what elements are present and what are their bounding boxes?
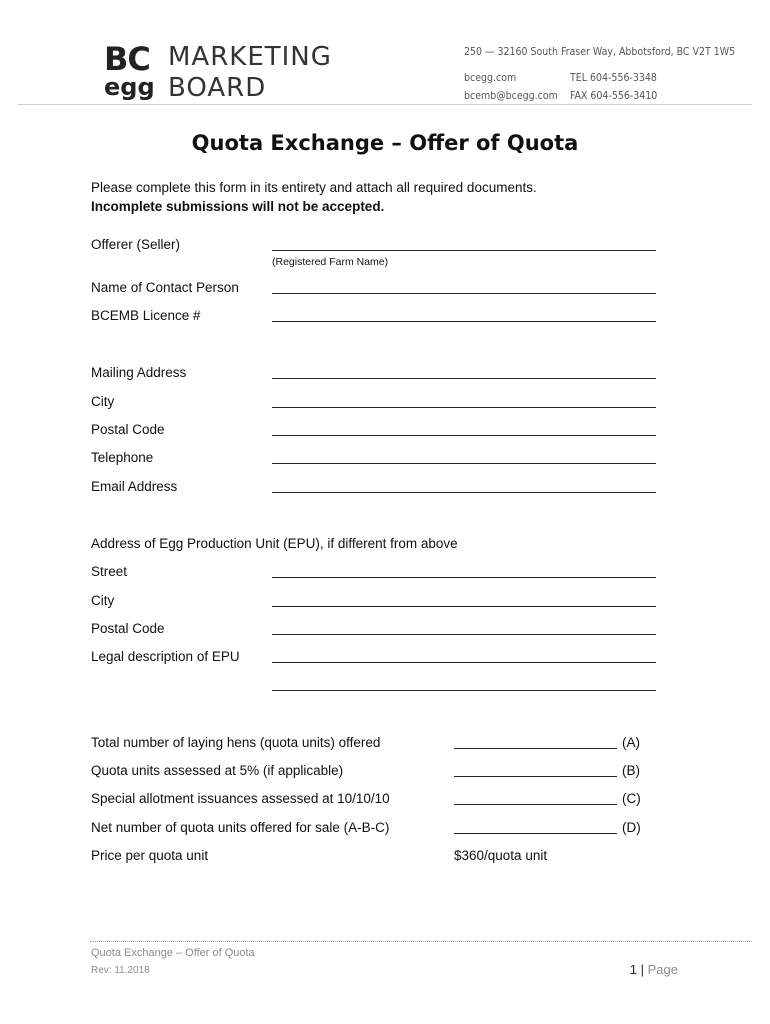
email-field[interactable]	[272, 492, 656, 493]
epu-legal-label: Legal description of EPU	[91, 649, 240, 664]
epu-city-label: City	[91, 593, 115, 608]
brand-name	[168, 42, 332, 104]
mailing-address-field[interactable]	[272, 378, 656, 379]
contact-person-label: Name of Contact Person	[91, 280, 239, 295]
licence-field[interactable]	[272, 321, 656, 322]
header-divider	[18, 104, 752, 105]
offerer-field[interactable]	[272, 250, 656, 251]
footer-page-indicator	[630, 962, 678, 977]
brand-line-2: BOARD	[168, 73, 267, 103]
price-value: $360/quota unit	[454, 848, 548, 863]
header-address: 250 — 32160 South Fraser Way, Abbotsford, BC V2T 1W5	[464, 46, 736, 58]
price-label: Price per quota unit	[91, 848, 209, 863]
epu-legal-field-2[interactable]	[272, 690, 656, 691]
logo-bc-text: BC	[104, 40, 150, 78]
logo-egg-text: egg	[104, 73, 155, 101]
epu-legal-field-1[interactable]	[272, 662, 656, 663]
telephone-label: Telephone	[91, 450, 154, 465]
brand-line-1: MARKETING	[168, 42, 332, 72]
footer-revision: Rev: 11.2018	[91, 965, 150, 976]
bc-egg-logo	[104, 40, 160, 104]
footer-divider	[90, 941, 752, 942]
page-word: Page	[647, 962, 678, 977]
quota-c-label: Special allotment issuances assessed at 10/10/10	[91, 791, 390, 806]
quota-a-field[interactable]	[454, 748, 617, 749]
quota-c-field[interactable]	[454, 804, 617, 805]
intro-warning: Incomplete submissions will not be accepted.	[91, 199, 385, 214]
telephone-field[interactable]	[272, 463, 656, 464]
footer-doc-title: Quota Exchange – Offer of Quota	[91, 947, 255, 959]
offerer-sublabel: (Registered Farm Name)	[272, 256, 389, 268]
header-fax: FAX 604-556-3410	[570, 90, 658, 102]
intro-instructions: Please complete this form in its entirety and attach all required documents.	[91, 180, 537, 195]
header-email: bcemb@bcegg.com	[464, 90, 558, 102]
quota-b-tag: (B)	[622, 763, 640, 778]
epu-heading: Address of Egg Production Unit (EPU), if different from above	[91, 536, 458, 551]
mailing-postal-field[interactable]	[272, 435, 656, 436]
quota-b-field[interactable]	[454, 776, 617, 777]
quota-a-label: Total number of laying hens (quota units) offered	[91, 735, 381, 750]
mailing-address-label: Mailing Address	[91, 365, 187, 380]
epu-postal-field[interactable]	[272, 634, 656, 635]
contact-person-field[interactable]	[272, 293, 656, 294]
header-website: bcegg.com	[464, 72, 517, 84]
quota-d-field[interactable]	[454, 833, 617, 834]
page-separator: |	[640, 962, 644, 977]
mailing-city-label: City	[91, 394, 115, 409]
epu-postal-label: Postal Code	[91, 621, 165, 636]
mailing-postal-label: Postal Code	[91, 422, 165, 437]
header-tel: TEL 604-556-3348	[570, 72, 657, 84]
epu-street-field[interactable]	[272, 577, 656, 578]
page-number: 1	[629, 962, 637, 977]
epu-street-label: Street	[91, 564, 128, 579]
page-title: Quota Exchange – Offer of Quota	[191, 131, 579, 155]
licence-label: BCEMB Licence #	[91, 308, 201, 323]
quota-b-label: Quota units assessed at 5% (if applicable)	[91, 763, 344, 778]
offerer-label: Offerer (Seller)	[91, 237, 181, 252]
email-label: Email Address	[91, 479, 178, 494]
quota-d-tag: (D)	[622, 820, 641, 835]
quota-a-tag: (A)	[622, 735, 640, 750]
mailing-city-field[interactable]	[272, 407, 656, 408]
quota-c-tag: (C)	[622, 791, 641, 806]
epu-city-field[interactable]	[272, 606, 656, 607]
quota-d-label: Net number of quota units offered for sale (A-B-C)	[91, 820, 390, 835]
